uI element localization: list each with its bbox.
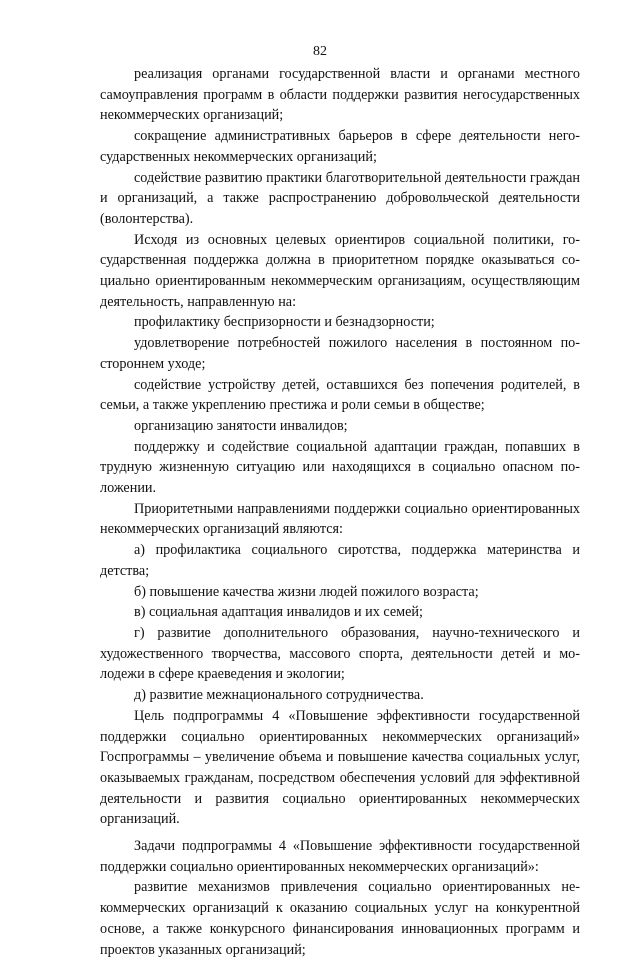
paragraph: Приоритетными направлениями поддержки социально ориентированных некоммерческих организаций являются: bbox=[100, 500, 580, 538]
paragraph: Цель подпрограммы 4 «Повышение эффективности государственной поддержки социально ориентированных некоммерческих организаций» Госпрограммы – увеличение объема и повышение качества социальных услуг, оказываемых гражданам, посредством обеспечения условий для эффективной деятельности и развития социально ориентированных некоммерческих организаций. bbox=[100, 707, 580, 828]
list-item: содействие устройству детей, оставшихся без попечения родителей, в семьи, а также укреплению престижа и роли семьи в обществе; bbox=[100, 376, 580, 414]
list-item: поддержку и содействие социальной адаптации граждан, попавших в трудную жизненную ситуацию или находящихся в социально опасном положении. bbox=[100, 438, 580, 497]
paragraph: сокращение административных барьеров в сфере деятельности негосударственных некоммерческих организаций; bbox=[100, 128, 580, 165]
paragraph: реализация органами государственной власти и органами местного самоуправления программ в области поддержки развития негосударственных некоммерческих организаций; bbox=[100, 66, 580, 124]
list-item: д) развитие межнационального сотрудничества. bbox=[134, 687, 424, 704]
list-item: организацию занятости инвалидов; bbox=[134, 417, 348, 434]
document-body bbox=[100, 64, 580, 960]
list-item: б) повышение качества жизни людей пожилого возраста; bbox=[134, 583, 479, 600]
paragraph: Задачи подпрограммы 4 «Повышение эффективности государственной поддержки социально ориентированных некоммерческих организаций»: bbox=[100, 838, 580, 875]
paragraph: содействие развитию практики благотворительной деятельности граждан и организаций, а также распространению добровольческой деятельности (волонтерства). bbox=[100, 169, 580, 227]
list-item: развитие механизмов привлечения социально ориентированных некоммерческих организаций к оказанию социальных услуг на конкурентной основе, а также конкурсного финансирования инновационных программ и проектов указанных организаций; bbox=[100, 879, 580, 958]
list-item: г) развитие дополнительного образования, научно-технического и художественного творчества, массового спорта, деятельности детей и молодежи в сфере краеведения и экологии; bbox=[100, 624, 580, 683]
page-number: 82 bbox=[313, 44, 327, 59]
list-item: удовлетворение потребностей пожилого населения в постоянном постороннем уходе; bbox=[100, 335, 580, 372]
list-item: в) социальная адаптация инвалидов и их семей; bbox=[134, 604, 423, 621]
list-item: а) профилактика социального сиротства, поддержка материнства и детства; bbox=[100, 542, 580, 579]
paragraph: Исходя из основных целевых ориентиров социальной политики, государственная поддержка должна в приоритетном порядке оказываться социально ориентированным некоммерческим организациям, осуществляющим деятельность, направленную на: bbox=[100, 231, 580, 310]
list-item: профилактику беспризорности и безнадзорности; bbox=[134, 314, 435, 331]
